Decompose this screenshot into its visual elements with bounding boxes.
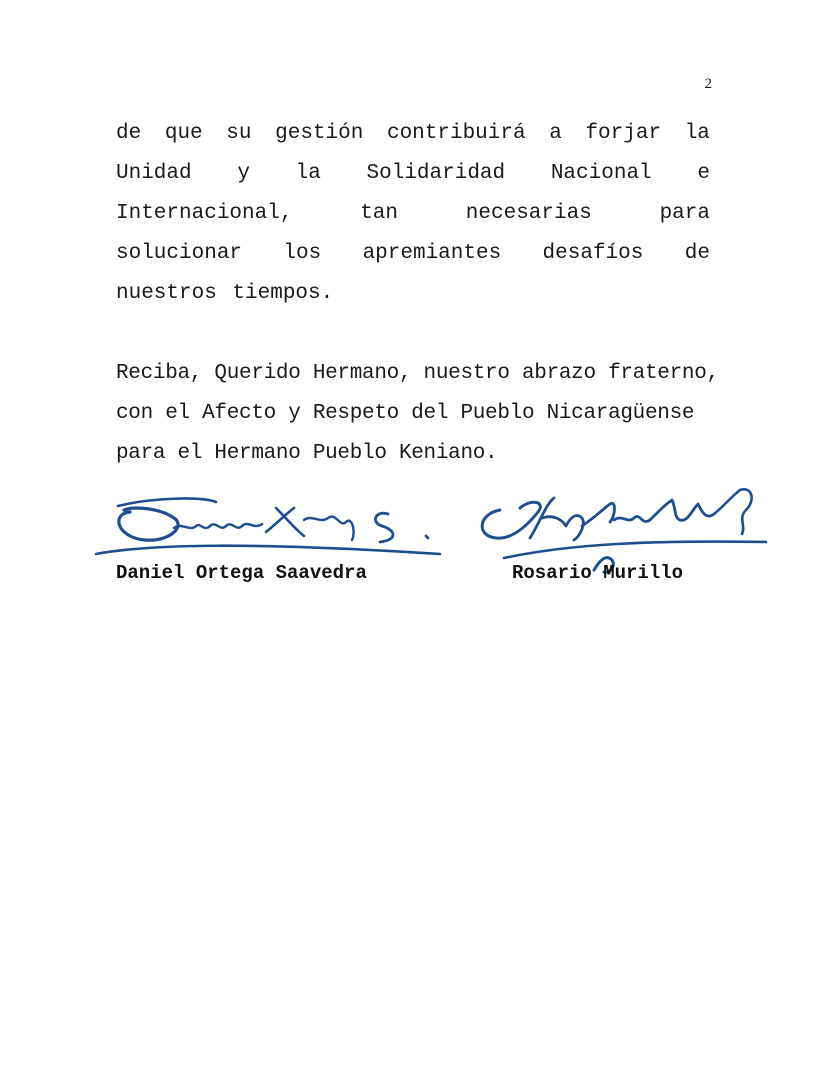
paragraph-closing-wishes [116,114,710,314]
paragraph-line: Unidad y la Solidaridad Nacional e [116,162,710,185]
paragraph-line: solucionar los apremiantes desafíos de [116,242,710,265]
paragraph-greeting [116,354,719,474]
paragraph-line: Reciba, Querido Hermano, nuestro abrazo fraterno, [116,362,719,385]
paragraph-line: de que su gestión contribuirá a forjar la [116,122,710,145]
page-number: 2 [704,76,712,92]
signer-name-rosario-murillo: Rosario Murillo [512,562,684,584]
paragraph-line: Internacional, tan necesarias para [116,202,710,225]
paragraph-line: nuestros tiempos. [116,282,334,305]
signer-name-daniel-ortega: Daniel Ortega Saavedra [116,562,367,584]
paragraph-line: con el Afecto y Respeto del Pueblo Nicaragüense [116,402,695,425]
signature-daniel-ortega [90,492,450,564]
paragraph-line: para el Hermano Pueblo Keniano. [116,442,498,465]
